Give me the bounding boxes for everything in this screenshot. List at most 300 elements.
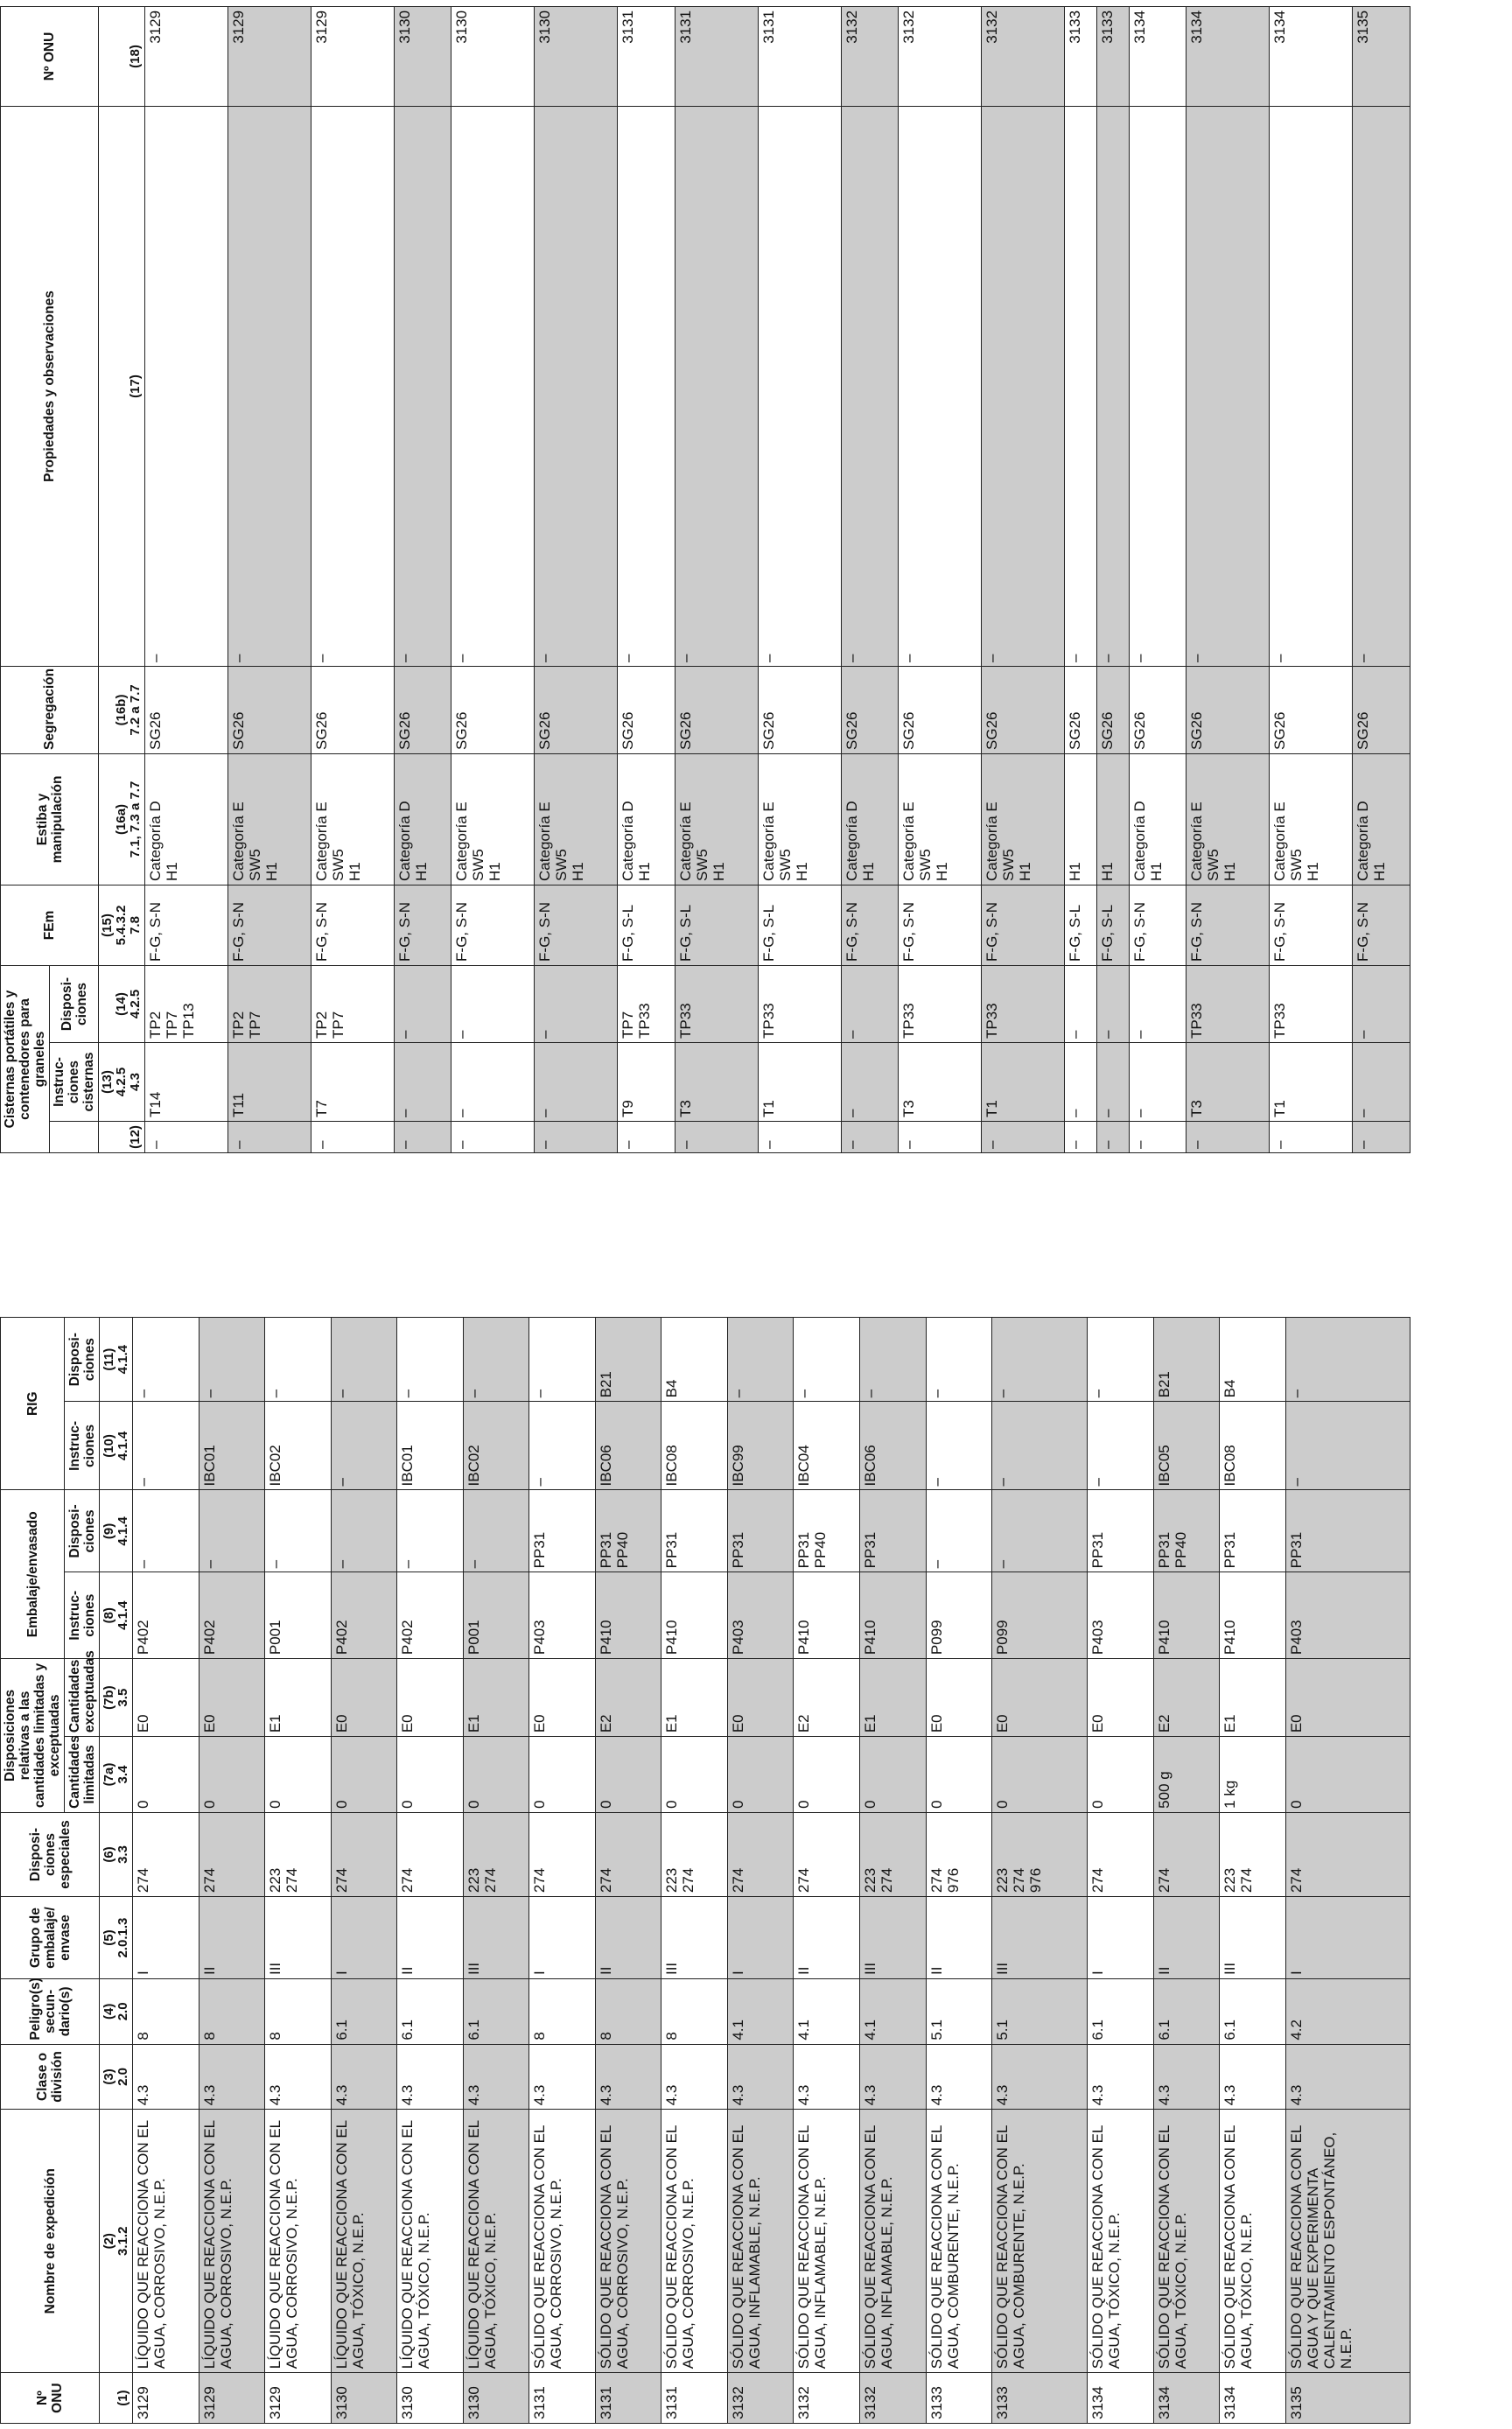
- ibc-instruction: IBC06: [860, 1402, 927, 1490]
- properties-observations: –: [1096, 106, 1129, 666]
- segregation: SG26: [758, 666, 841, 753]
- column-12: –: [1353, 1122, 1410, 1153]
- excepted-quantity: E0: [926, 1659, 992, 1737]
- un-number: 3133: [926, 2373, 992, 2424]
- excepted-quantity: E2: [794, 1659, 860, 1737]
- header-special-provisions: Disposi-ciones especiales: [1, 1812, 100, 1896]
- proper-shipping-name: SÓLIDO QUE REACCIONA CON EL AGUA, TÓXICO, N.E.P.: [1153, 2110, 1220, 2373]
- tank-provision: –: [394, 965, 452, 1042]
- properties-observations: –: [228, 106, 311, 666]
- segregation: SG26: [1065, 666, 1097, 753]
- ibc-provision: –: [727, 1318, 794, 1402]
- subsidiary-risk: 6.1: [1220, 1979, 1286, 2045]
- packing-group: III: [1220, 1897, 1286, 1979]
- table-row: [758, 6, 841, 1152]
- stowage-handling: Categoría E SW5 H1: [758, 753, 841, 885]
- properties-observations: –: [452, 106, 535, 666]
- packing-instruction: P410: [1220, 1572, 1286, 1659]
- properties-observations: –: [899, 106, 982, 666]
- un-number: 3130: [452, 6, 535, 106]
- column-number: (7a) 3.4: [100, 1737, 133, 1813]
- header-packing-instructions: Instruc-ciones: [65, 1572, 100, 1659]
- stowage-handling: Categoría D H1: [394, 753, 452, 885]
- tank-instruction: T3: [675, 1043, 758, 1122]
- subsidiary-risk: 5.1: [992, 1979, 1088, 2045]
- special-provisions: 274: [595, 1812, 662, 1896]
- un-number: 3132: [982, 6, 1065, 106]
- un-number: 3131: [662, 2373, 728, 2424]
- table-row: [1220, 1318, 1286, 2424]
- limited-quantity: 0: [727, 1737, 794, 1813]
- ibc-provision: –: [1088, 1318, 1154, 1402]
- packing-provision: –: [133, 1490, 200, 1572]
- excepted-quantity: E0: [727, 1659, 794, 1737]
- tank-instruction: T11: [228, 1043, 311, 1122]
- stowage-handling: Categoría E SW5 H1: [982, 753, 1065, 885]
- left-table-rotated: [0, 1317, 1410, 2424]
- ems: F-G, S-N: [1186, 885, 1270, 965]
- column-12: –: [618, 1122, 676, 1153]
- table-row: [841, 6, 899, 1152]
- table-row: [1285, 1318, 1410, 2424]
- limited-quantity: 500 g: [1153, 1737, 1220, 1813]
- ibc-instruction: –: [133, 1402, 200, 1490]
- properties-observations: –: [311, 106, 394, 666]
- subsidiary-risk: 4.1: [860, 1979, 927, 2045]
- packing-instruction: P403: [1285, 1572, 1410, 1659]
- header-tank-instructions: Instruc-ciones cisternas: [50, 1043, 99, 1122]
- packing-provision: –: [397, 1490, 464, 1572]
- class: 4.3: [662, 2044, 728, 2110]
- table-row: [595, 1318, 662, 2424]
- stowage-handling: H1: [1065, 753, 1097, 885]
- proper-shipping-name: SÓLIDO QUE REACCIONA CON EL AGUA, INFLAMABLE, N.E.P.: [860, 2110, 927, 2373]
- class: 4.3: [1088, 2044, 1154, 2110]
- special-provisions: 274: [331, 1812, 397, 1896]
- proper-shipping-name: LÍQUIDO QUE REACCIONA CON EL AGUA, CORROSIVO, N.E.P.: [199, 2110, 265, 2373]
- ibc-provision: B21: [1153, 1318, 1220, 1402]
- stowage-handling: Categoría E SW5 H1: [1186, 753, 1270, 885]
- table-row: [529, 1318, 596, 2424]
- column-number: (13) 4.2.5 4.3: [99, 1043, 145, 1122]
- header-class: Clase o división: [1, 2044, 100, 2110]
- ibc-provision: –: [926, 1318, 992, 1402]
- header-ibc-provisions: Disposi-ciones: [65, 1318, 100, 1402]
- tank-instruction: T7: [311, 1043, 394, 1122]
- tank-provision: –: [1129, 965, 1186, 1042]
- special-provisions: 274: [1153, 1812, 1220, 1896]
- limited-quantity: 0: [794, 1737, 860, 1813]
- packing-provision: –: [926, 1490, 992, 1572]
- table-row: [1088, 1318, 1154, 2424]
- properties-observations: –: [982, 106, 1065, 666]
- packing-provision: PP31 PP40: [794, 1490, 860, 1572]
- class: 4.3: [926, 2044, 992, 2110]
- ems: F-G, S-N: [145, 885, 228, 965]
- proper-shipping-name: SÓLIDO QUE REACCIONA CON EL AGUA, CORROSIVO, N.E.P.: [529, 2110, 596, 2373]
- column-number: (1): [100, 2373, 133, 2424]
- class: 4.3: [265, 2044, 332, 2110]
- excepted-quantity: E0: [133, 1659, 200, 1737]
- packing-provision: PP31: [662, 1490, 728, 1572]
- ibc-provision: –: [794, 1318, 860, 1402]
- limited-quantity: 0: [992, 1737, 1088, 1813]
- proper-shipping-name: SÓLIDO QUE REACCIONA CON EL AGUA, COMBURENTE, N.E.P.: [926, 2110, 992, 2373]
- header-subsidiary-risk: Peligro(s) secun-dario(s): [1, 1979, 100, 2045]
- ibc-provision: –: [463, 1318, 529, 1402]
- excepted-quantity: E2: [595, 1659, 662, 1737]
- limited-quantity: 0: [529, 1737, 596, 1813]
- proper-shipping-name: SÓLIDO QUE REACCIONA CON EL AGUA Y QUE EXPERIMENTA CALENTAMIENTO ESPONTÁNEO, N.E.P.: [1285, 2110, 1410, 2373]
- table-row: [311, 6, 394, 1152]
- ems: F-G, S-L: [675, 885, 758, 965]
- limited-quantity: 0: [331, 1737, 397, 1813]
- tank-instruction: –: [394, 1043, 452, 1122]
- packing-instruction: P001: [265, 1572, 332, 1659]
- ems: F-G, S-N: [1270, 885, 1353, 965]
- packing-group: II: [199, 1897, 265, 1979]
- segregation: SG26: [394, 666, 452, 753]
- tank-provision: TP7 TP33: [618, 965, 676, 1042]
- column-12: –: [982, 1122, 1065, 1153]
- ibc-instruction: IBC01: [397, 1402, 464, 1490]
- stowage-handling: Categoría E SW5 H1: [535, 753, 618, 885]
- column-12: –: [228, 1122, 311, 1153]
- column-number: (16a) 7.1, 7.3 a 7.7: [99, 753, 145, 885]
- un-number: 3135: [1285, 2373, 1410, 2424]
- tank-provision: –: [452, 965, 535, 1042]
- tank-provision: TP33: [1186, 965, 1270, 1042]
- table-row: [1153, 1318, 1220, 2424]
- column-12: –: [758, 1122, 841, 1153]
- column-number: (6) 3.3: [100, 1812, 133, 1896]
- stowage-handling: Categoría D H1: [841, 753, 899, 885]
- segregation: SG26: [618, 666, 676, 753]
- ibc-instruction: IBC02: [463, 1402, 529, 1490]
- tank-provision: TP2 TP7: [228, 965, 311, 1042]
- packing-instruction: P403: [529, 1572, 596, 1659]
- ibc-provision: –: [397, 1318, 464, 1402]
- packing-group: II: [1153, 1897, 1220, 1979]
- special-provisions: 274 976: [926, 1812, 992, 1896]
- column-12: –: [311, 1122, 394, 1153]
- ibc-instruction: IBC08: [1220, 1402, 1286, 1490]
- properties-observations: –: [675, 106, 758, 666]
- header-properties: Propiedades y observaciones: [1, 106, 99, 666]
- packing-provision: PP31: [727, 1490, 794, 1572]
- limited-quantity: 0: [860, 1737, 927, 1813]
- column-12: –: [145, 1122, 228, 1153]
- table-row: [452, 6, 535, 1152]
- ibc-provision: B21: [595, 1318, 662, 1402]
- stowage-handling: Categoría E SW5 H1: [228, 753, 311, 885]
- class: 4.3: [397, 2044, 464, 2110]
- segregation: SG26: [1353, 666, 1410, 753]
- class: 4.3: [331, 2044, 397, 2110]
- un-number: 3134: [1129, 6, 1186, 106]
- properties-observations: –: [1270, 106, 1353, 666]
- tank-instruction: T3: [1186, 1043, 1270, 1122]
- tank-instruction: –: [1096, 1043, 1129, 1122]
- un-number: 3130: [535, 6, 618, 106]
- table-row: [199, 1318, 265, 2424]
- packing-group: I: [529, 1897, 596, 1979]
- un-number: 3130: [331, 2373, 397, 2424]
- column-12: –: [841, 1122, 899, 1153]
- packing-instruction: P402: [397, 1572, 464, 1659]
- ems: F-G, S-N: [535, 885, 618, 965]
- packing-provision: –: [331, 1490, 397, 1572]
- header-packing-provisions: Disposi-ciones: [65, 1490, 100, 1572]
- tank-instruction: T1: [1270, 1043, 1353, 1122]
- ems: F-G, S-N: [394, 885, 452, 965]
- ibc-provision: –: [199, 1318, 265, 1402]
- packing-instruction: P410: [1153, 1572, 1220, 1659]
- excepted-quantity: E0: [1088, 1659, 1154, 1737]
- ibc-instruction: –: [331, 1402, 397, 1490]
- ibc-instruction: IBC04: [794, 1402, 860, 1490]
- table-row: [618, 6, 676, 1152]
- stowage-handling: Categoría D H1: [1129, 753, 1186, 885]
- tank-instruction: T1: [982, 1043, 1065, 1122]
- ibc-instruction: –: [529, 1402, 596, 1490]
- tank-provision: –: [841, 965, 899, 1042]
- subsidiary-risk: 5.1: [926, 1979, 992, 2045]
- table-row: [926, 1318, 992, 2424]
- ibc-provision: –: [860, 1318, 927, 1402]
- un-number: 3131: [595, 2373, 662, 2424]
- table-row: [899, 6, 982, 1152]
- segregation: SG26: [1096, 666, 1129, 753]
- properties-observations: –: [145, 106, 228, 666]
- stowage-handling: Categoría D H1: [1353, 753, 1410, 885]
- excepted-quantity: E0: [1285, 1659, 1410, 1737]
- header-limited-excepted: Disposiciones relativas a las cantidades limitadas y exceptuadas: [1, 1659, 65, 1813]
- header-un: Nº ONU: [1, 2373, 100, 2424]
- header-ibc: RIG: [1, 1318, 65, 1490]
- class: 4.3: [860, 2044, 927, 2110]
- segregation: SG26: [1129, 666, 1186, 753]
- class: 4.3: [1220, 2044, 1286, 2110]
- class: 4.3: [992, 2044, 1088, 2110]
- column-number: (10) 4.1.4: [100, 1402, 133, 1490]
- column-number: (16b) 7.2 a 7.7: [99, 666, 145, 753]
- ibc-instruction: –: [926, 1402, 992, 1490]
- column-12: –: [1096, 1122, 1129, 1153]
- proper-shipping-name: SÓLIDO QUE REACCIONA CON EL AGUA, INFLAMABLE, N.E.P.: [727, 2110, 794, 2373]
- packing-group: I: [133, 1897, 200, 1979]
- un-number: 3129: [199, 2373, 265, 2424]
- properties-observations: –: [1129, 106, 1186, 666]
- column-number: (14) 4.2.5: [99, 965, 145, 1042]
- subsidiary-risk: 6.1: [397, 1979, 464, 2045]
- column-number: (2) 3.1.2: [100, 2110, 133, 2373]
- packing-instruction: P099: [926, 1572, 992, 1659]
- packing-provision: –: [992, 1490, 1088, 1572]
- properties-observations: –: [1186, 106, 1270, 666]
- stowage-handling: Categoría E SW5 H1: [1270, 753, 1353, 885]
- excepted-quantity: E2: [1153, 1659, 1220, 1737]
- class: 4.3: [133, 2044, 200, 2110]
- proper-shipping-name: SÓLIDO QUE REACCIONA CON EL AGUA, CORROSIVO, N.E.P.: [595, 2110, 662, 2373]
- limited-quantity: 0: [1285, 1737, 1410, 1813]
- class: 4.3: [794, 2044, 860, 2110]
- proper-shipping-name: SÓLIDO QUE REACCIONA CON EL AGUA, TÓXICO, N.E.P.: [1088, 2110, 1154, 2373]
- excepted-quantity: E1: [860, 1659, 927, 1737]
- packing-group: III: [860, 1897, 927, 1979]
- header-packing: Embalaje/envasado: [1, 1490, 65, 1659]
- limited-quantity: 1 kg: [1220, 1737, 1286, 1813]
- tank-instruction: –: [1129, 1043, 1186, 1122]
- class: 4.3: [463, 2044, 529, 2110]
- properties-observations: –: [535, 106, 618, 666]
- limited-quantity: 0: [662, 1737, 728, 1813]
- un-number: 3129: [265, 2373, 332, 2424]
- packing-instruction: P001: [463, 1572, 529, 1659]
- packing-group: III: [463, 1897, 529, 1979]
- excepted-quantity: E0: [397, 1659, 464, 1737]
- table-row: [860, 1318, 927, 2424]
- un-number: 3131: [618, 6, 676, 106]
- table-row: [228, 6, 311, 1152]
- un-number: 3129: [228, 6, 311, 106]
- ibc-instruction: IBC02: [265, 1402, 332, 1490]
- tank-instruction: T3: [899, 1043, 982, 1122]
- packing-instruction: P410: [860, 1572, 927, 1659]
- ems: F-G, S-N: [228, 885, 311, 965]
- special-provisions: 223 274: [463, 1812, 529, 1896]
- tank-instruction: –: [452, 1043, 535, 1122]
- tank-provision: TP33: [982, 965, 1065, 1042]
- packing-group: I: [1088, 1897, 1154, 1979]
- properties-observations: –: [618, 106, 676, 666]
- un-number: 3134: [1088, 2373, 1154, 2424]
- special-provisions: 274: [199, 1812, 265, 1896]
- ibc-instruction: –: [992, 1402, 1088, 1490]
- ibc-provision: –: [1285, 1318, 1410, 1402]
- ibc-provision: B4: [1220, 1318, 1286, 1402]
- column-number: (12): [99, 1122, 145, 1153]
- column-number: (17): [99, 106, 145, 666]
- un-number: 3130: [394, 6, 452, 106]
- special-provisions: 223 274: [662, 1812, 728, 1896]
- un-number: 3134: [1153, 2373, 1220, 2424]
- subsidiary-risk: 6.1: [1153, 1979, 1220, 2045]
- excepted-quantity: E0: [529, 1659, 596, 1737]
- ibc-instruction: IBC99: [727, 1402, 794, 1490]
- stowage-handling: Categoría E SW5 H1: [452, 753, 535, 885]
- properties-observations: –: [758, 106, 841, 666]
- table-row: [1065, 6, 1097, 1152]
- column-number: (9) 4.1.4: [100, 1490, 133, 1572]
- segregation: SG26: [311, 666, 394, 753]
- proper-shipping-name: SÓLIDO QUE REACCIONA CON EL AGUA, CORROSIVO, N.E.P.: [662, 2110, 728, 2373]
- tank-instruction: –: [535, 1043, 618, 1122]
- stowage-handling: Categoría D H1: [145, 753, 228, 885]
- un-number: 3129: [311, 6, 394, 106]
- ems: F-G, S-N: [311, 885, 394, 965]
- packing-group: I: [727, 1897, 794, 1979]
- column-12: –: [899, 1122, 982, 1153]
- header-segregation: Segregación: [1, 666, 99, 753]
- column-12: –: [1065, 1122, 1097, 1153]
- un-number: 3134: [1186, 6, 1270, 106]
- un-number: 3134: [1220, 2373, 1286, 2424]
- ibc-instruction: IBC08: [662, 1402, 728, 1490]
- packing-instruction: P410: [662, 1572, 728, 1659]
- un-number: 3132: [727, 2373, 794, 2424]
- proper-shipping-name: LÍQUIDO QUE REACCIONA CON EL AGUA, TÓXICO, N.E.P.: [331, 2110, 397, 2373]
- header-ibc-instructions: Instruc-ciones: [65, 1402, 100, 1490]
- right-table-rotated: [0, 7, 1410, 1153]
- un-number: 3131: [758, 6, 841, 106]
- special-provisions: 274: [1088, 1812, 1154, 1896]
- limited-quantity: 0: [595, 1737, 662, 1813]
- special-provisions: 223 274 976: [992, 1812, 1088, 1896]
- limited-quantity: 0: [265, 1737, 332, 1813]
- table-row: [463, 1318, 529, 2424]
- packing-instruction: P402: [331, 1572, 397, 1659]
- segregation: SG26: [452, 666, 535, 753]
- right-table: [0, 6, 1410, 1153]
- subsidiary-risk: 6.1: [1088, 1979, 1154, 2045]
- subsidiary-risk: 8: [595, 1979, 662, 2045]
- ibc-provision: –: [529, 1318, 596, 1402]
- un-number: 3129: [145, 6, 228, 106]
- proper-shipping-name: LÍQUIDO QUE REACCIONA CON EL AGUA, CORROSIVO, N.E.P.: [265, 2110, 332, 2373]
- column-12: –: [452, 1122, 535, 1153]
- segregation: SG26: [675, 666, 758, 753]
- left-table: [0, 1317, 1410, 2424]
- table-row: [675, 6, 758, 1152]
- class: 4.3: [199, 2044, 265, 2110]
- un-number: 3134: [1270, 6, 1353, 106]
- table-row: [794, 1318, 860, 2424]
- proper-shipping-name: LÍQUIDO QUE REACCIONA CON EL AGUA, CORROSIVO, N.E.P.: [133, 2110, 200, 2373]
- class: 4.3: [529, 2044, 596, 2110]
- proper-shipping-name: SÓLIDO QUE REACCIONA CON EL AGUA, COMBURENTE, N.E.P.: [992, 2110, 1088, 2373]
- un-number: 3130: [397, 2373, 464, 2424]
- proper-shipping-name: LÍQUIDO QUE REACCIONA CON EL AGUA, TÓXICO, N.E.P.: [463, 2110, 529, 2373]
- limited-quantity: 0: [133, 1737, 200, 1813]
- table-row: [982, 6, 1065, 1152]
- un-number: 3132: [860, 2373, 927, 2424]
- ems: F-G, S-N: [1129, 885, 1186, 965]
- tank-instruction: T14: [145, 1043, 228, 1122]
- table-row: [1096, 6, 1129, 1152]
- ems: F-G, S-N: [841, 885, 899, 965]
- subsidiary-risk: 4.2: [1285, 1979, 1410, 2045]
- column-number: (7b) 3.5: [100, 1659, 133, 1737]
- excepted-quantity: E1: [1220, 1659, 1286, 1737]
- subsidiary-risk: 4.1: [727, 1979, 794, 2045]
- tank-instruction: T9: [618, 1043, 676, 1122]
- packing-group: I: [1285, 1897, 1410, 1979]
- stowage-handling: H1: [1096, 753, 1129, 885]
- packing-instruction: P402: [199, 1572, 265, 1659]
- table-row: [133, 1318, 200, 2424]
- un-number: 3129: [133, 2373, 200, 2424]
- ibc-provision: –: [331, 1318, 397, 1402]
- ibc-provision: –: [992, 1318, 1088, 1402]
- table-row: [397, 1318, 464, 2424]
- stowage-handling: Categoría D H1: [618, 753, 676, 885]
- packing-provision: –: [265, 1490, 332, 1572]
- special-provisions: 223 274: [1220, 1812, 1286, 1896]
- un-number: 3130: [463, 2373, 529, 2424]
- ibc-instruction: –: [1285, 1402, 1410, 1490]
- ibc-instruction: IBC01: [199, 1402, 265, 1490]
